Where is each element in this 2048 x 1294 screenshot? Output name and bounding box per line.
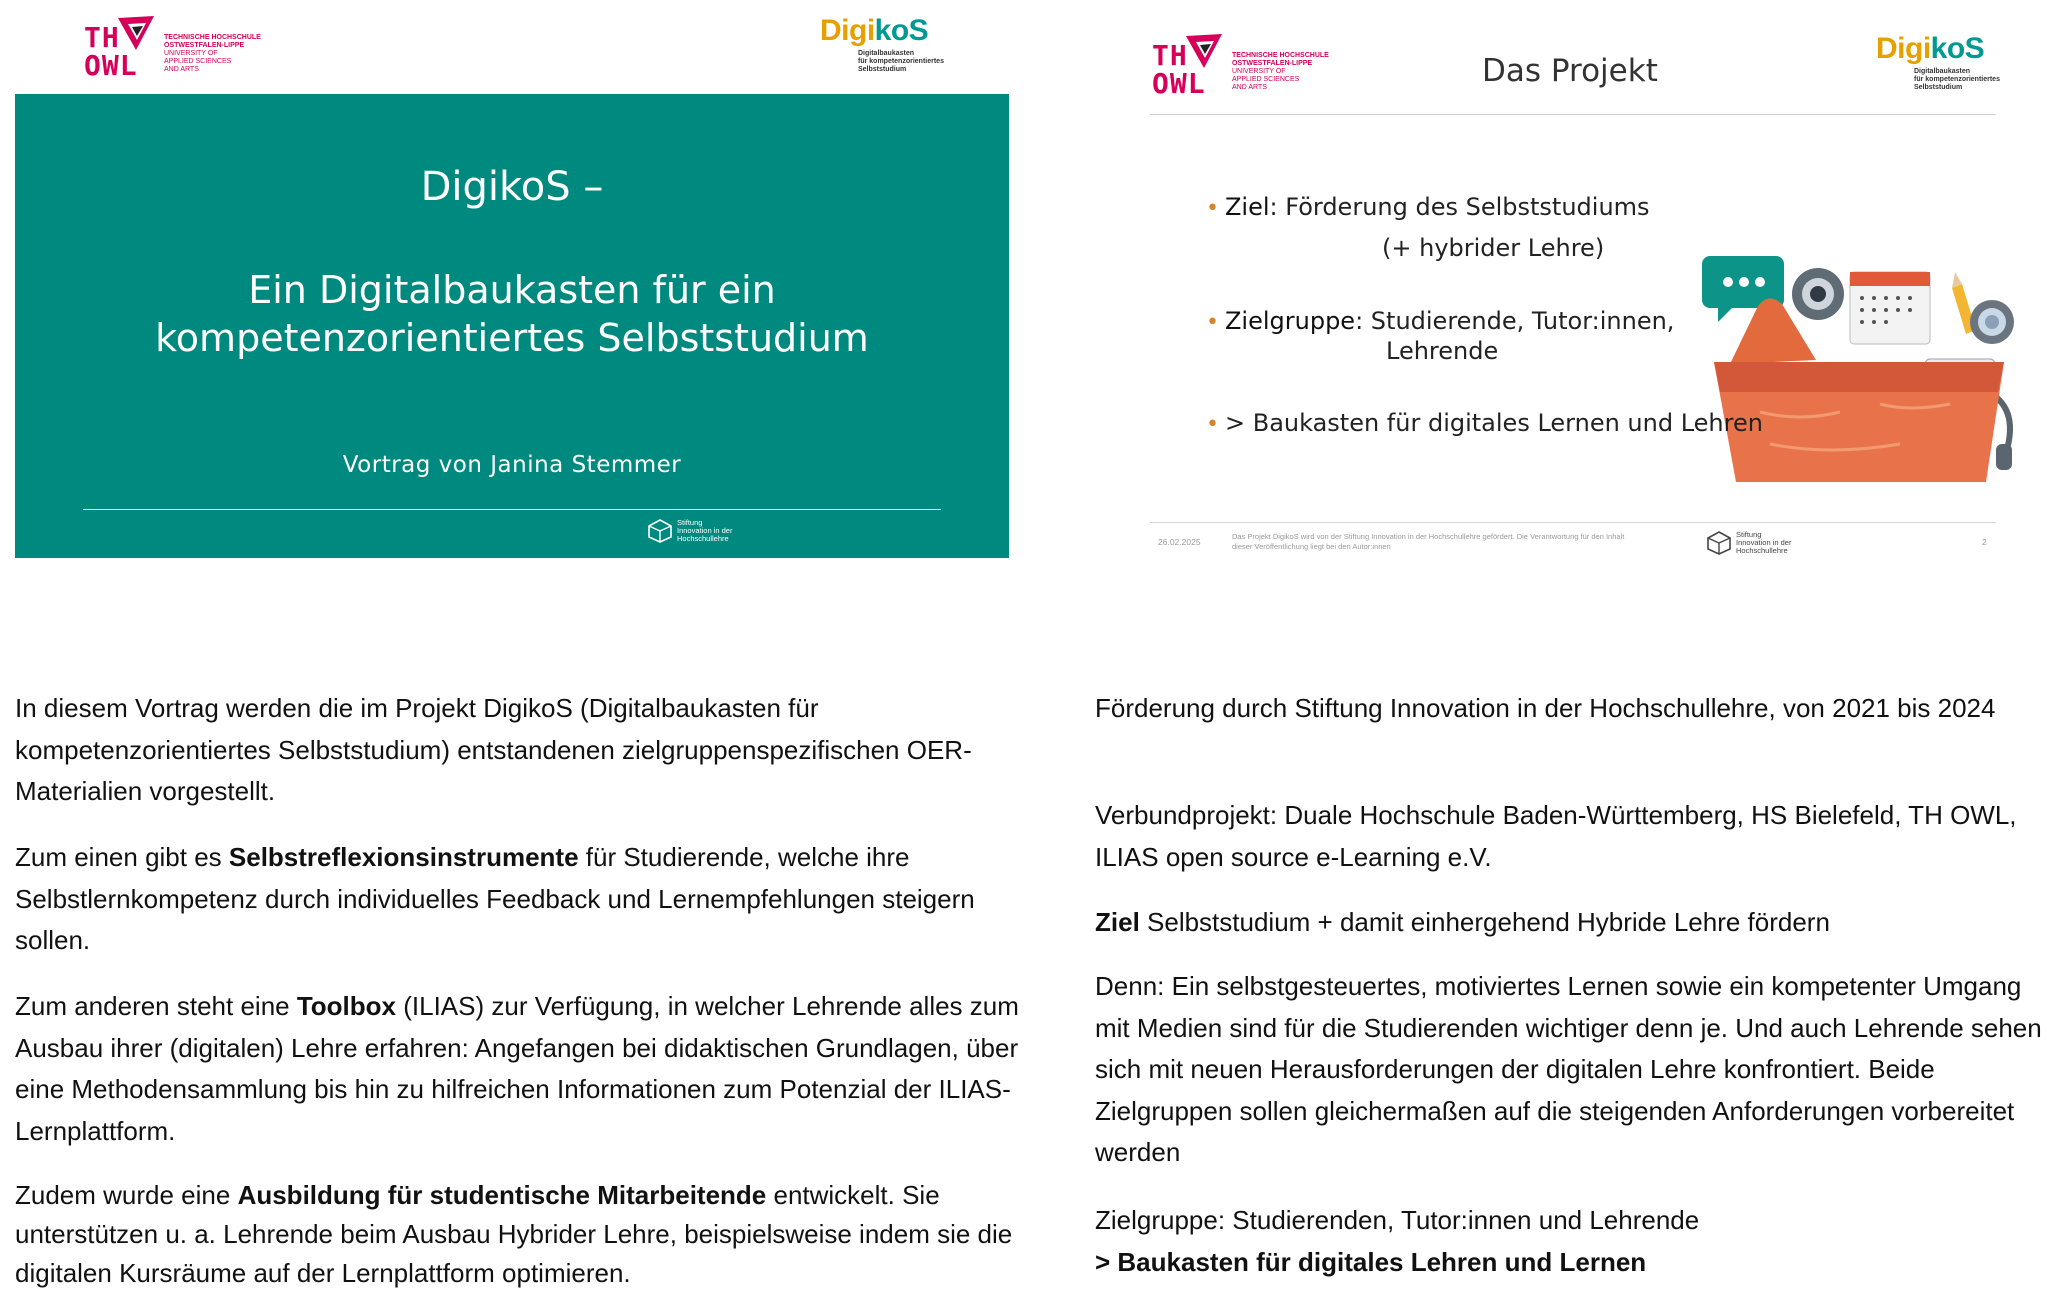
slide2-stiftung-text-1: Stiftung [1736, 530, 1762, 539]
right-paragraph-2: Verbundprojekt: Duale Hochschule Baden-Württemberg, HS Bielefeld, TH OWL, ILIAS open source e-Learning e.V. [1095, 800, 2017, 872]
th-logo-text-4: APPLIED SCIENCES [164, 58, 232, 65]
title-slide-subtitle-line1: Ein Digitalbaukasten für ein [248, 268, 776, 312]
digikos-logo-digi: Digi [820, 14, 875, 47]
slide2-th-triangle-icon [1184, 32, 1224, 72]
th-logo-text-1: TECHNISCHE HOCHSCHULE [164, 34, 261, 41]
slide2-bullet-ziel [1206, 192, 1650, 224]
left-paragraph-4 [15, 1176, 1045, 1293]
right-paragraph-1: Förderung durch Stiftung Innovation in der Hochschullehre, von 2021 bis 2024 [1095, 693, 1996, 723]
bullet-ziel-text: : Förderung des Selbststudiums [1269, 193, 1650, 221]
th-logo-bottom: OWL [84, 49, 138, 82]
slide2-digikos-logo-digi: Digi [1876, 32, 1931, 65]
bullet-dot-icon: • [1206, 310, 1219, 335]
slide2-th-logo-text-2: OSTWESTFALEN-LIPPE [1232, 60, 1313, 67]
slide2-th-logo-top: TH [1152, 39, 1188, 72]
bullet-baukasten-text: > Baukasten für digitales Lernen und Lehren [1224, 409, 1763, 437]
bullet-zielgruppe-text: : Studierende, Tutor:innen, [1355, 307, 1675, 335]
right-p3-bold: Ziel [1095, 907, 1140, 937]
bullet-dot-icon: • [1206, 196, 1219, 221]
right-p3-post: Selbststudium + damit einhergehend Hybride Lehre fördern [1139, 907, 1830, 937]
title-slide-title: DigikoS – [420, 164, 604, 210]
stiftung-text-1: Stiftung [677, 518, 703, 527]
th-triangle-icon [116, 14, 156, 54]
slide2-header-divider [1150, 114, 1996, 115]
right-paragraph-3 [1095, 902, 2045, 944]
left-p2-post: für Studierende, welche ihre Selbstlernkompetenz durch individuelles Feedback und Lernempfehlungen steigern sollen. [15, 842, 975, 955]
slide2-th-owl-logo [1152, 32, 1329, 100]
slide2-th-logo-bottom: OWL [1152, 67, 1206, 100]
th-owl-logo [84, 14, 261, 82]
slide2-th-logo-text-5: AND ARTS [1232, 84, 1267, 91]
slide2-footer-note-line2: dieser Veröffentlichung liegt bei den Autor:innen [1232, 542, 1391, 551]
left-paragraph-3 [15, 986, 1045, 1152]
th-logo-top: TH [84, 21, 120, 54]
bullet-ziel-term: Ziel [1224, 193, 1270, 221]
digikos-logo-sub-3: Selbststudium [858, 66, 907, 73]
right-paragraph-6 [1095, 1242, 2045, 1284]
slide2-footer-note-line1: Das Projekt DigikoS wird von der Stiftung Innovation in der Hochschullehre gefördert. Die Verantwortung für den Inhalt [1232, 532, 1625, 541]
left-paragraph-2 [15, 837, 1045, 962]
left-p4-post: entwickelt. Sie unterstützen u. a. Lehrende beim Ausbau Hybrider Lehre, beispielsweise indem sie die digitalen Kursräume auf der Lernplattform optimieren. [15, 1180, 1013, 1288]
digikos-logo [820, 16, 944, 74]
title-slide-subtitle-line2: kompetenzorientiertes Selbststudium [155, 316, 869, 360]
th-logo-text-2: OSTWESTFALEN-LIPPE [164, 42, 245, 49]
left-p2-bold: Selbstreflexionsinstrumente [228, 842, 579, 872]
bullet-dot-icon: • [1206, 412, 1219, 437]
slide2-footer-divider [1150, 522, 1996, 523]
left-p3-post: (ILIAS) zur Verfügung, in welcher Lehrende alles zum Ausbau ihrer (digitalen) Lehre erfahren: Angefangen bei didaktischen Grundlagen, über eine Methodensammlung bis hin zu hilfreichen Informationen zum Potenzial der ILIAS-Lernplattform. [15, 991, 1019, 1146]
title-slide-panel [15, 94, 1009, 558]
slide2-bullet-zielgruppe [1206, 306, 1674, 338]
left-p4-bold: Ausbildung für studentische Mitarbeitende [237, 1180, 767, 1210]
slide2-heading: Das Projekt [1482, 53, 1658, 89]
bullet-zielgruppe-continuation: Lehrende [1386, 337, 1499, 365]
slide2-footer-date: 26.02.2025 [1158, 537, 1201, 547]
left-p3-pre: Zum anderen steht eine [15, 991, 297, 1021]
slide2-digikos-logo-sub-2: für kompetenzorientiertes [1914, 76, 2000, 83]
slide2-stiftung-logo [1706, 530, 1791, 556]
title-slide-divider [83, 509, 941, 510]
slide2-stiftung-cube-icon [1706, 530, 1732, 556]
left-p4-pre: Zudem wurde eine [15, 1180, 238, 1210]
slide2-th-logo-text-1: TECHNISCHE HOCHSCHULE [1232, 52, 1329, 59]
bullet-zielgruppe-term: Zielgruppe [1224, 307, 1356, 335]
digikos-logo-sub-2: für kompetenzorientiertes [858, 58, 944, 65]
stiftung-cube-icon [647, 518, 673, 544]
left-p3-bold: Toolbox [296, 991, 397, 1021]
slide2-bullet-baukasten [1206, 408, 1763, 440]
stiftung-logo [647, 518, 732, 544]
stiftung-text-2: Innovation in der [677, 526, 733, 535]
digikos-logo-sub-1: Digitalbaukasten [858, 50, 915, 57]
slide2-digikos-logo-sub-3: Selbststudium [1914, 84, 1963, 91]
slide2-th-logo-text-4: APPLIED SCIENCES [1232, 76, 1300, 83]
right-p6-bold: > Baukasten für digitales Lehren und Lernen [1095, 1247, 1647, 1277]
right-paragraph-5: Zielgruppe: Studierenden, Tutor:innen und Lehrende [1095, 1205, 1700, 1235]
right-paragraph-4: Denn: Ein selbstgesteuertes, motiviertes Lernen sowie ein kompetenter Umgang mit Medien sind für die Studierenden wichtiger denn je. Und auch Lehrende sehen sich mit neuen Herausforderungen der digitalen Lehre konfrontiert. Beide Zielgruppen sollen gleichermaßen auf die steigenden Anforderungen vorbereitet werden [1095, 971, 2042, 1167]
left-paragraph-1: In diesem Vortrag werden die im Projekt DigikoS (Digitalbaukasten für kompetenzorientiertes Selbststudium) entstandenen zielgruppenspezifischen OER-Materialien vorgestellt. [15, 693, 972, 806]
slide2-digikos-logo-sub-1: Digitalbaukasten [1914, 68, 1971, 75]
title-slide-subtitle [15, 266, 1009, 362]
stiftung-text-3: Hochschullehre [677, 534, 729, 543]
digikos-logo-kos: koS [874, 14, 929, 47]
slide2-stiftung-text-2: Innovation in der [1736, 538, 1792, 547]
slide2-stiftung-text-3: Hochschullehre [1736, 546, 1788, 555]
slide2-th-logo-text-3: UNIVERSITY OF [1232, 68, 1286, 75]
slide2-digikos-logo [1876, 34, 2000, 92]
slide2-digikos-logo-kos: koS [1930, 32, 1985, 65]
bullet-ziel-continuation: (+ hybrider Lehre) [1382, 234, 1605, 262]
toolbox-illustration [1700, 244, 2030, 494]
th-logo-text-5: AND ARTS [164, 66, 199, 73]
title-slide-speaker: Vortrag von Janina Stemmer [342, 452, 682, 478]
slide2-page-number: 2 [1982, 537, 1987, 547]
slide2-footer-note [1232, 532, 1624, 552]
left-p2-pre: Zum einen gibt es [15, 842, 229, 872]
th-logo-text-3: UNIVERSITY OF [164, 50, 218, 57]
